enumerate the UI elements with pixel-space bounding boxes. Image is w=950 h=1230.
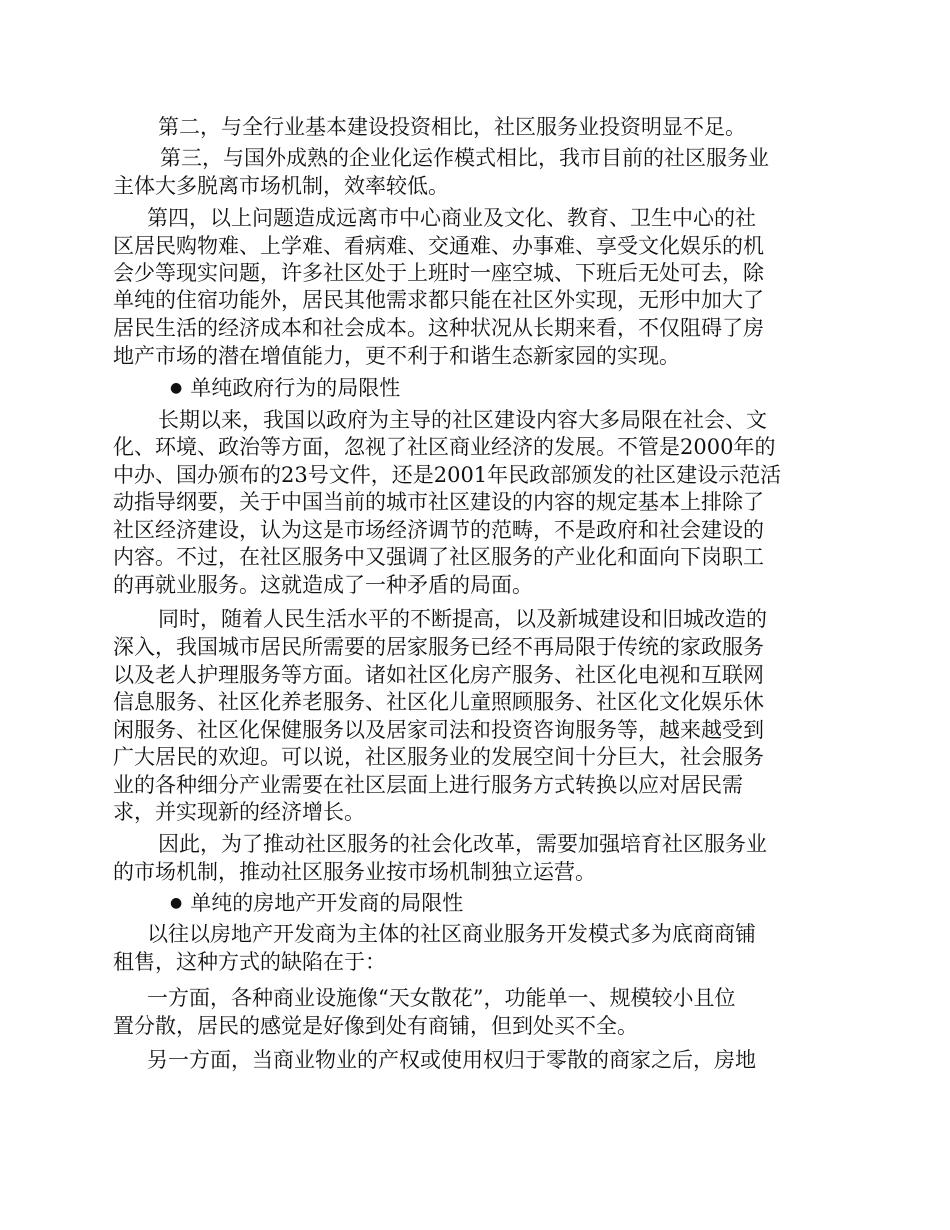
text-line: 信息服务、社区化养老服务、社区化儿童照顾服务、社区化文化娱乐休 [113, 690, 764, 714]
text-line: 业的各种细分产业需要在社区层面上进行服务方式转换以应对居民需 [113, 773, 743, 797]
text-line: 第二，与全行业基本建设投资相比，社区服务业投资明显不足。 [158, 115, 746, 139]
text-line: 求，并实现新的经济增长。 [113, 800, 365, 824]
text-line: 化、环境、政治等方面，忽视了社区商业经济的发展。不管是2000年的 [113, 435, 776, 459]
text-line: 租售，这种方式的缺陷在于： [113, 950, 386, 974]
text-line: 深入，我国城市居民所需要的居家服务已经不再局限于传统的家政服务 [113, 635, 764, 659]
bullet-heading [170, 378, 400, 399]
text-line: 另一方面，当商业物业的产权或使用权归于零散的商家之后，房地 [147, 1048, 756, 1072]
text-line: 社区经济建设，认为这是市场经济调节的范畴，不是政府和社会建设的 [113, 518, 764, 542]
text-line: 的再就业服务。这就造成了一种矛盾的局面。 [113, 573, 533, 597]
text-line: 闲服务、社区化保健服务以及居家司法和投资咨询服务等，越来越受到 [113, 718, 764, 742]
text-line: 以往以房地产开发商为主体的社区商业服务开发模式多为底商商铺 [147, 922, 756, 946]
bullet-icon: ● [170, 380, 183, 396]
text-line: 一方面，各种商业设施像“天女散花”，功能单一、规模较小且位 [147, 986, 736, 1010]
bullet-heading [170, 893, 463, 914]
text-line: 会少等现实问题，许多社区处于上班时一座空城、下班后无处可去，除 [113, 261, 764, 285]
text-line: 长期以来，我国以政府为主导的社区建设内容大多局限在社会、文 [158, 408, 767, 432]
text-line: 同时，随着人民生活水平的不断提高，以及新城建设和旧城改造的 [158, 607, 767, 631]
text-line: 单纯的住宿功能外，居民其他需求都只能在社区外实现，无形中加大了 [113, 288, 764, 312]
text-line: 第四，以上问题造成远离市中心商业及文化、教育、卫生中心的社 [147, 206, 756, 230]
text-line: 地产市场的潜在增值能力，更不利于和谐生态新家园的实现。 [113, 344, 680, 368]
text-line: 置分散，居民的感觉是好像到处有商铺，但到处买不全。 [113, 1014, 638, 1038]
text-line: 区居民购物难、上学难、看病难、交通难、办事难、享受文化娱乐的机 [113, 234, 764, 258]
text-line: 第三，与国外成熟的企业化运作模式相比，我市目前的社区服务业 [160, 146, 769, 170]
text-line: 广大居民的欢迎。可以说，社区服务业的发展空间十分巨大，社会服务 [113, 745, 764, 769]
text-line: 因此，为了推动社区服务的社会化改革，需要加强培育社区服务业 [158, 832, 767, 856]
text-line: 内容。不过，在社区服务中又强调了社区服务的产业化和面向下岗职工 [113, 545, 764, 569]
text-line: 动指导纲要，关于中国当前的城市社区建设的内容的规定基本上排除了 [113, 490, 764, 514]
bullet-heading-text: 单纯的房地产开发商的局限性 [190, 891, 464, 915]
text-line: 居民生活的经济成本和社会成本。这种状况从长期来看，不仅阻碍了房 [113, 316, 764, 340]
text-line: 的市场机制，推动社区服务业按市场机制独立运营。 [113, 860, 596, 884]
bullet-heading-text: 单纯政府行为的局限性 [190, 376, 401, 400]
text-line: 主体大多脱离市场机制，效率较低。 [113, 174, 449, 198]
text-line: 以及老人护理服务等方面。诸如社区化房产服务、社区化电视和互联网 [113, 663, 764, 687]
bullet-icon: ● [170, 895, 183, 911]
text-line: 中办、国办颁布的23号文件，还是2001年民政部颁发的社区建设示范活 [113, 463, 782, 487]
